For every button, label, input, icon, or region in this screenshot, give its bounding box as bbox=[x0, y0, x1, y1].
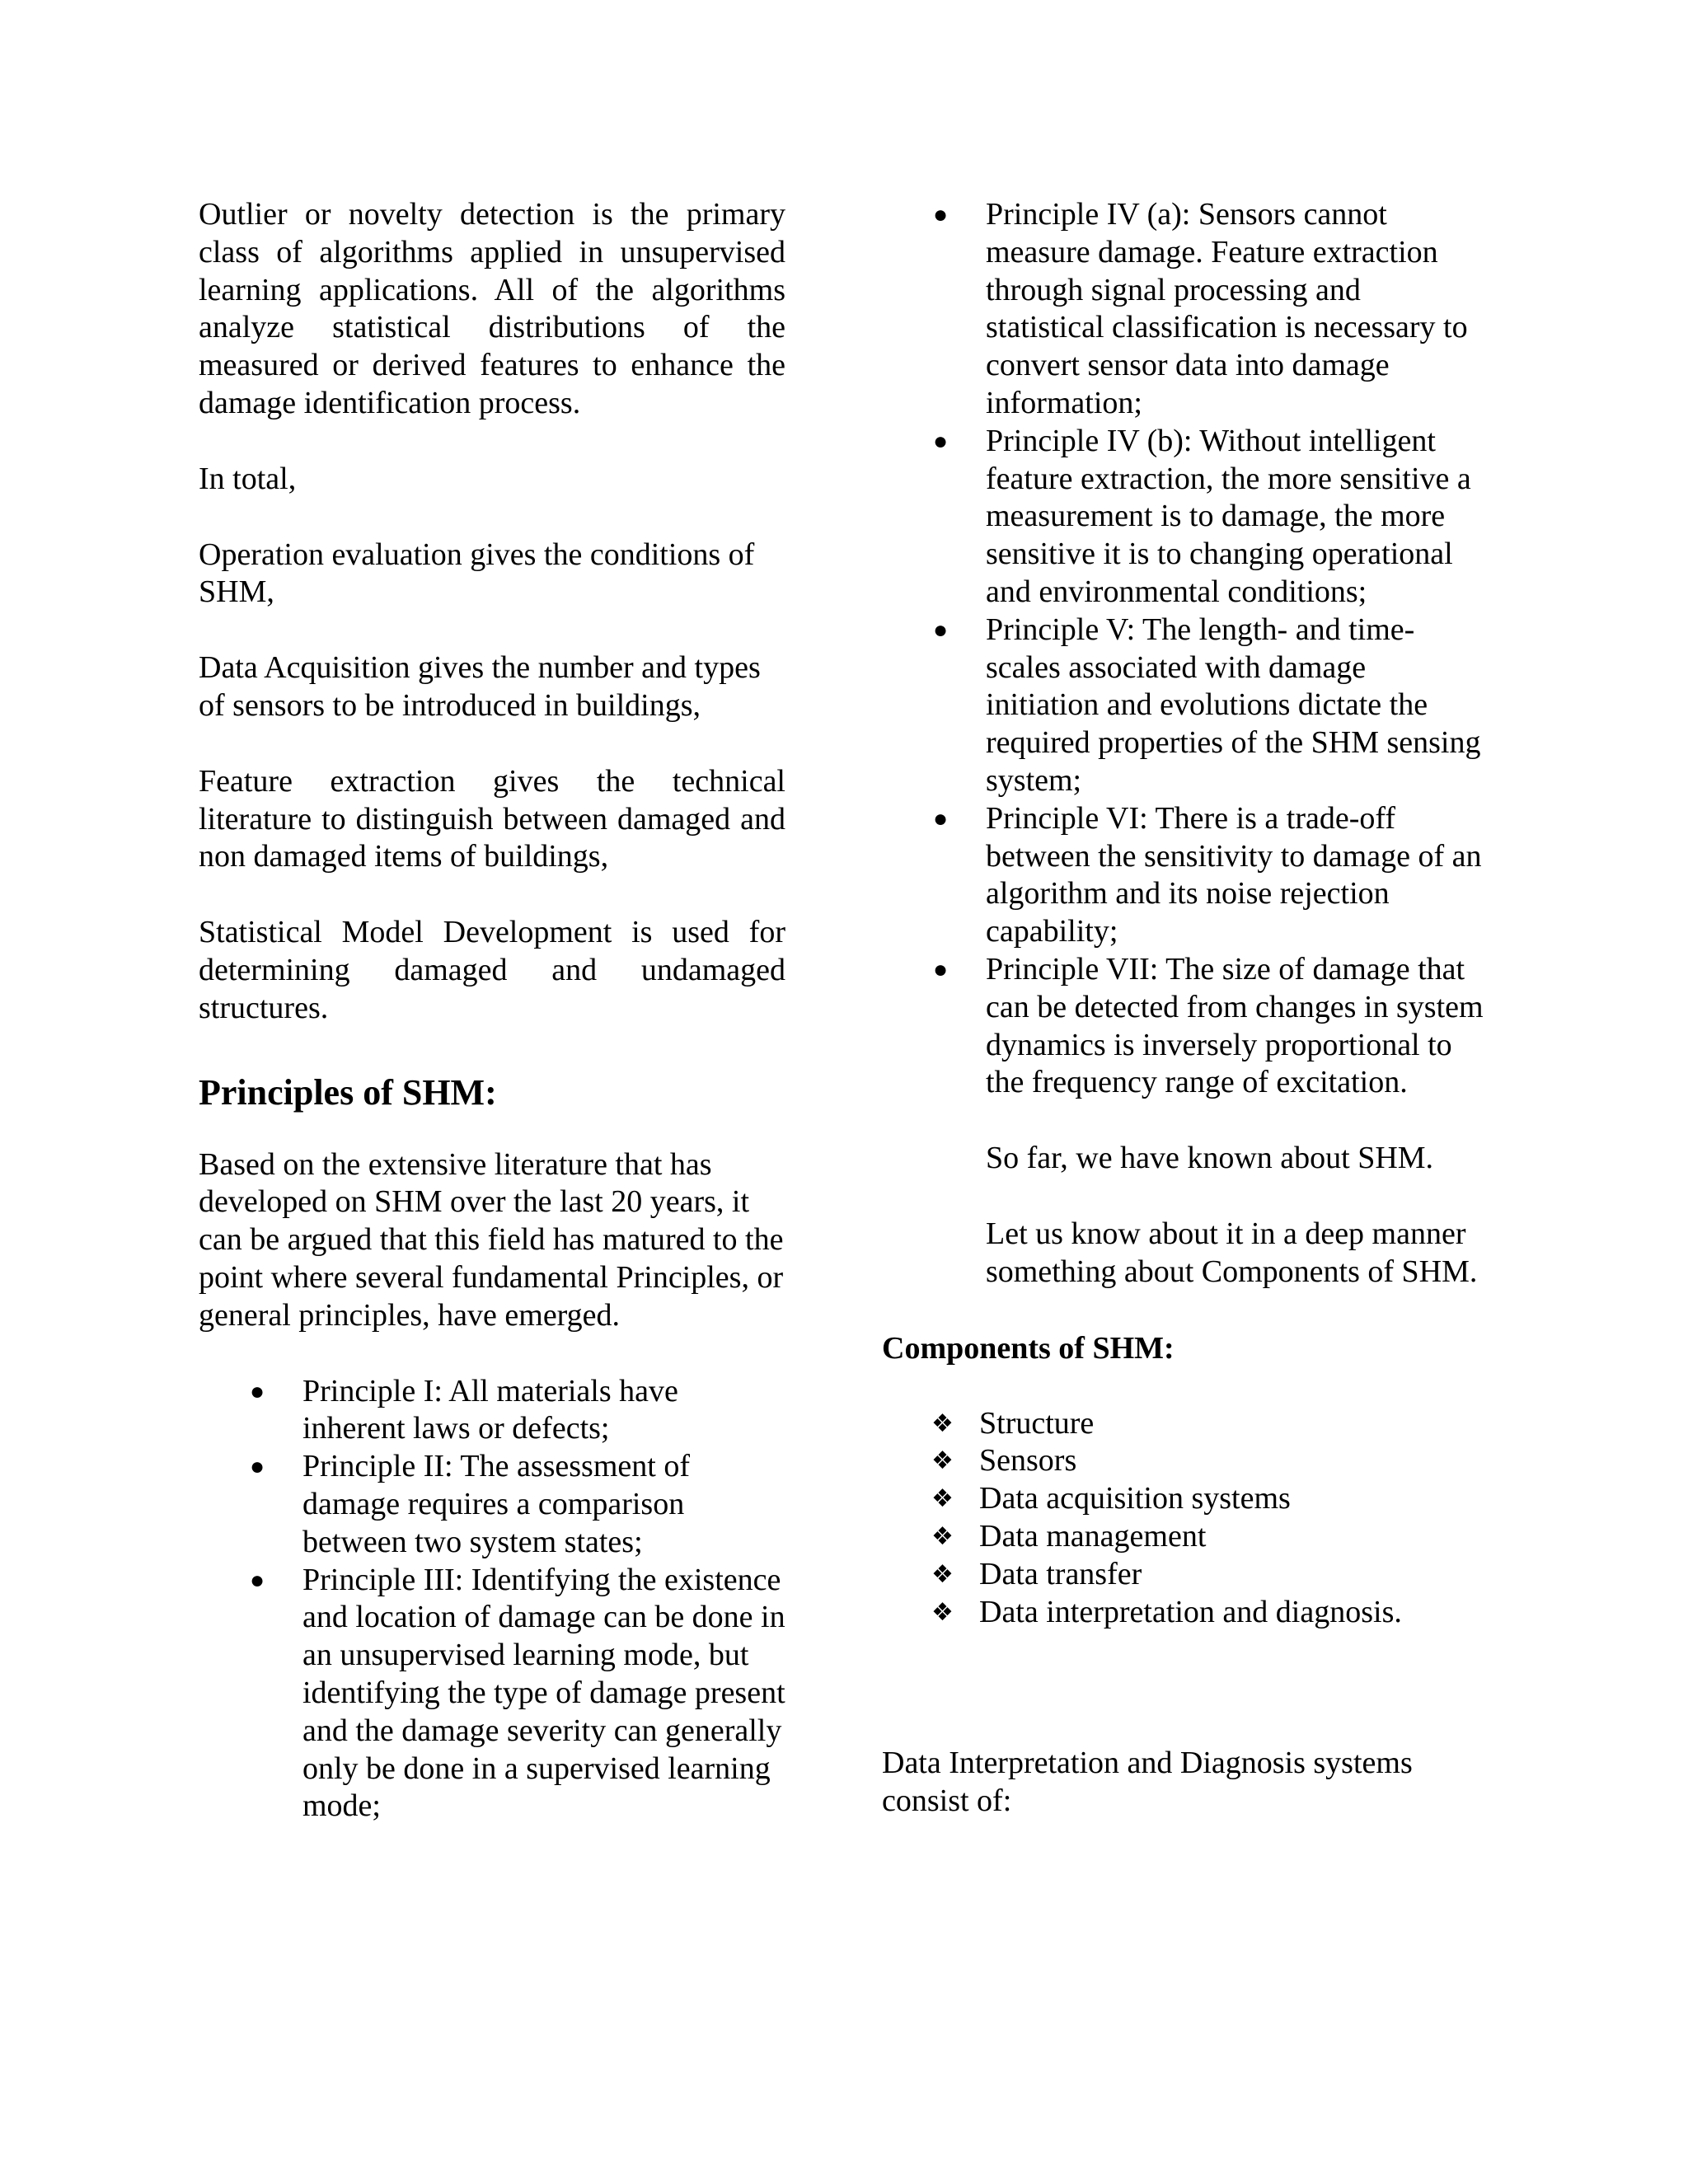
let-us-text: Let us know about it in a deep manner something about Components of SHM. bbox=[986, 1216, 1478, 1289]
operation-evaluation-text: Operation evaluation gives the conditions of SHM, bbox=[199, 537, 755, 610]
data-acquisition-text: Data Acquisition gives the number and types of sensors to be introduced in buildings, bbox=[199, 650, 761, 723]
diamond-bullet-icon: ❖ bbox=[931, 1559, 954, 1589]
principles-heading: Principles of SHM: bbox=[199, 1071, 497, 1113]
list-item: ● Principle II: The assessment of damage requires a comparison between two system states; bbox=[250, 1449, 690, 1559]
bullet-icon: ● bbox=[250, 1453, 265, 1481]
closing-text: Data Interpretation and Diagnosis systems consist of: bbox=[882, 1746, 1413, 1819]
bullet-icon: ● bbox=[933, 955, 949, 983]
in-total-text: In total, bbox=[199, 461, 297, 496]
list-item: ❖ Structure bbox=[882, 1405, 1484, 1443]
principles-list-right bbox=[882, 196, 1484, 1102]
bullet-icon: ● bbox=[933, 201, 949, 228]
diamond-bullet-icon: ❖ bbox=[931, 1521, 954, 1551]
list-item: ● Principle V: The length- and time-scales associated with damage initiation and evolutions dictate the required properties of the SHM sensing system; bbox=[933, 612, 1481, 798]
list-item: ❖ Data management bbox=[882, 1518, 1484, 1556]
principles-list-left bbox=[199, 1373, 785, 1826]
based-on-paragraph: Based on the extensive literature that has developed on SHM over the last 20 years, it can be argued that this field has matured to the point where several fundamental Principles, or general principles, have emerged. bbox=[199, 1146, 784, 1333]
list-item: ● Principle IV (b): Without intelligent feature extraction, the more sensitive a measurement is to damage, the more sensitive it is to changing operational and environmental conditions; bbox=[933, 423, 1471, 609]
bullet-icon: ● bbox=[250, 1377, 265, 1405]
components-list bbox=[882, 1405, 1484, 1632]
bullet-icon: ● bbox=[250, 1566, 265, 1594]
list-item: ❖ Data interpretation and diagnosis. bbox=[882, 1594, 1484, 1632]
statistical-model-text: Statistical Model Development is used for determining damaged and undamaged structures. bbox=[199, 915, 785, 1025]
list-item: ❖ Data transfer bbox=[882, 1556, 1484, 1594]
left-column bbox=[199, 196, 785, 1825]
diamond-bullet-icon: ❖ bbox=[931, 1408, 954, 1438]
bullet-icon: ● bbox=[933, 804, 949, 832]
bullet-icon: ● bbox=[933, 427, 949, 455]
diamond-bullet-icon: ❖ bbox=[931, 1446, 954, 1476]
so-far-text: So far, we have known about SHM. bbox=[986, 1141, 1434, 1176]
diamond-bullet-icon: ❖ bbox=[931, 1597, 954, 1627]
list-item: ❖ Sensors bbox=[882, 1442, 1484, 1480]
diamond-bullet-icon: ❖ bbox=[931, 1484, 954, 1514]
feature-extraction-text: Feature extraction gives the technical literature to distinguish between damaged and non damaged items of buildings, bbox=[199, 763, 785, 874]
list-item: ● Principle IV (a): Sensors cannot measure damage. Feature extraction through signal processing and statistical classification is necessary to convert sensor data into damage information; bbox=[933, 197, 1468, 420]
intro-paragraph: Outlier or novelty detection is the primary class of algorithms applied in unsupervised learning applications. All of the algorithms analyze statistical distributions of the measured or derived features to enhance the damage identification process. bbox=[199, 197, 785, 420]
list-item: ● Principle III: Identifying the existence and location of damage can be done in an unsupervised learning mode, but identifying the type of damage present and the damage severity can generally only be done in a supervised learning mode; bbox=[250, 1562, 785, 1824]
bullet-icon: ● bbox=[933, 616, 949, 644]
components-heading: Components of SHM: bbox=[882, 1330, 1175, 1366]
list-item: ● Principle VI: There is a trade-off between the sensitivity to damage of an algorithm and its noise rejection capability; bbox=[933, 800, 1482, 949]
list-item: ● Principle I: All materials have inherent laws or defects; bbox=[250, 1373, 678, 1446]
list-item: ● Principle VII: The size of damage that can be detected from changes in system dynamics is inversely proportional to the frequency range of excitation. bbox=[933, 951, 1484, 1100]
right-column bbox=[882, 196, 1484, 1821]
list-item: ❖ Data acquisition systems bbox=[882, 1480, 1484, 1518]
